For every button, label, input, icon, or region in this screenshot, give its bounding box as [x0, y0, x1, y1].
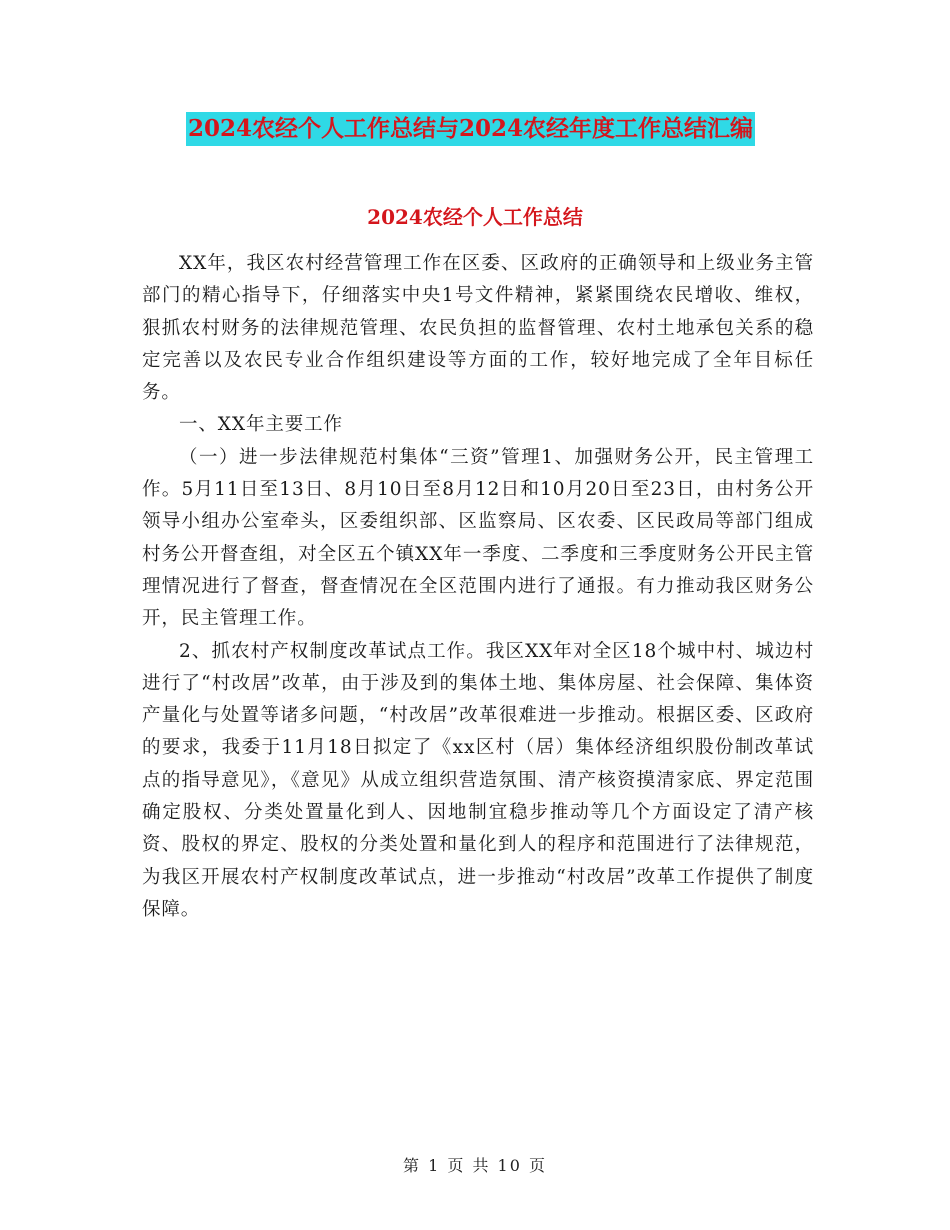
paragraph-property-reform: 2、抓农村产权制度改革试点工作。我区XX年对全区18个城中村、城边村进行了“村改居”改革，由于涉及到的集体土地、集体房屋、社会保障、集体资产量化与处置等诸多问题，“村改居”改革很难进一步推动。根据区委、区政府的要求，我委于11月18日拟定了《xx区村（居）集体经济组织股份制改革试点的指导意见》，《意见》从成立组织营造氛围、清产核资摸清家底、界定范围确定股权、分类处置量化到人、因地制宜稳步推动等几个方面设定了清产核资、股权的界定、股权的分类处置和量化到人的程序和范围进行了法律规范，为我区开展农村产权制度改革试点，进一步推动“村改居”改革工作提供了制度保障。 — [142, 640, 814, 920]
paragraph-heading-main-work: 一、XX年主要工作 — [179, 414, 343, 436]
paragraph-intro: XX年，我区农村经营管理工作在区委、区政府的正确领导和上级业务主管部门的精心指导下，仔细落实中央1号文件精神，紧紧围绕农民增收、维权，狠抓农村财务的法律规范管理、农民负担的监督管理、农村土地承包关系的稳定完善以及农民专业合作组织建设等方面的工作，较好地完成了全年目标任务。 — [142, 253, 814, 404]
section-title: 2024农经个人工作总结 — [367, 205, 583, 229]
document-body — [142, 248, 814, 926]
paragraph-three-assets: （一）进一步法律规范村集体“三资”管理1、加强财务公开，民主管理工作。5月11日至13日、8月10日至8月12日和10月20日至23日，由村务公开领导小组办公室牵头，区委组织部、区监察局、区农委、区民政局等部门组成村务公开督查组，对全区五个镇XX年一季度、二季度和三季度财务公开民主管理情况进行了督查，督查情况在全区范围内进行了通报。有力推动我区财务公开，民主管理工作。 — [142, 446, 814, 630]
document-title: 2024农经个人工作总结与2024农经年度工作总结汇编 — [186, 112, 755, 146]
page-footer: 第 1 页 共 10 页 — [403, 1156, 547, 1175]
